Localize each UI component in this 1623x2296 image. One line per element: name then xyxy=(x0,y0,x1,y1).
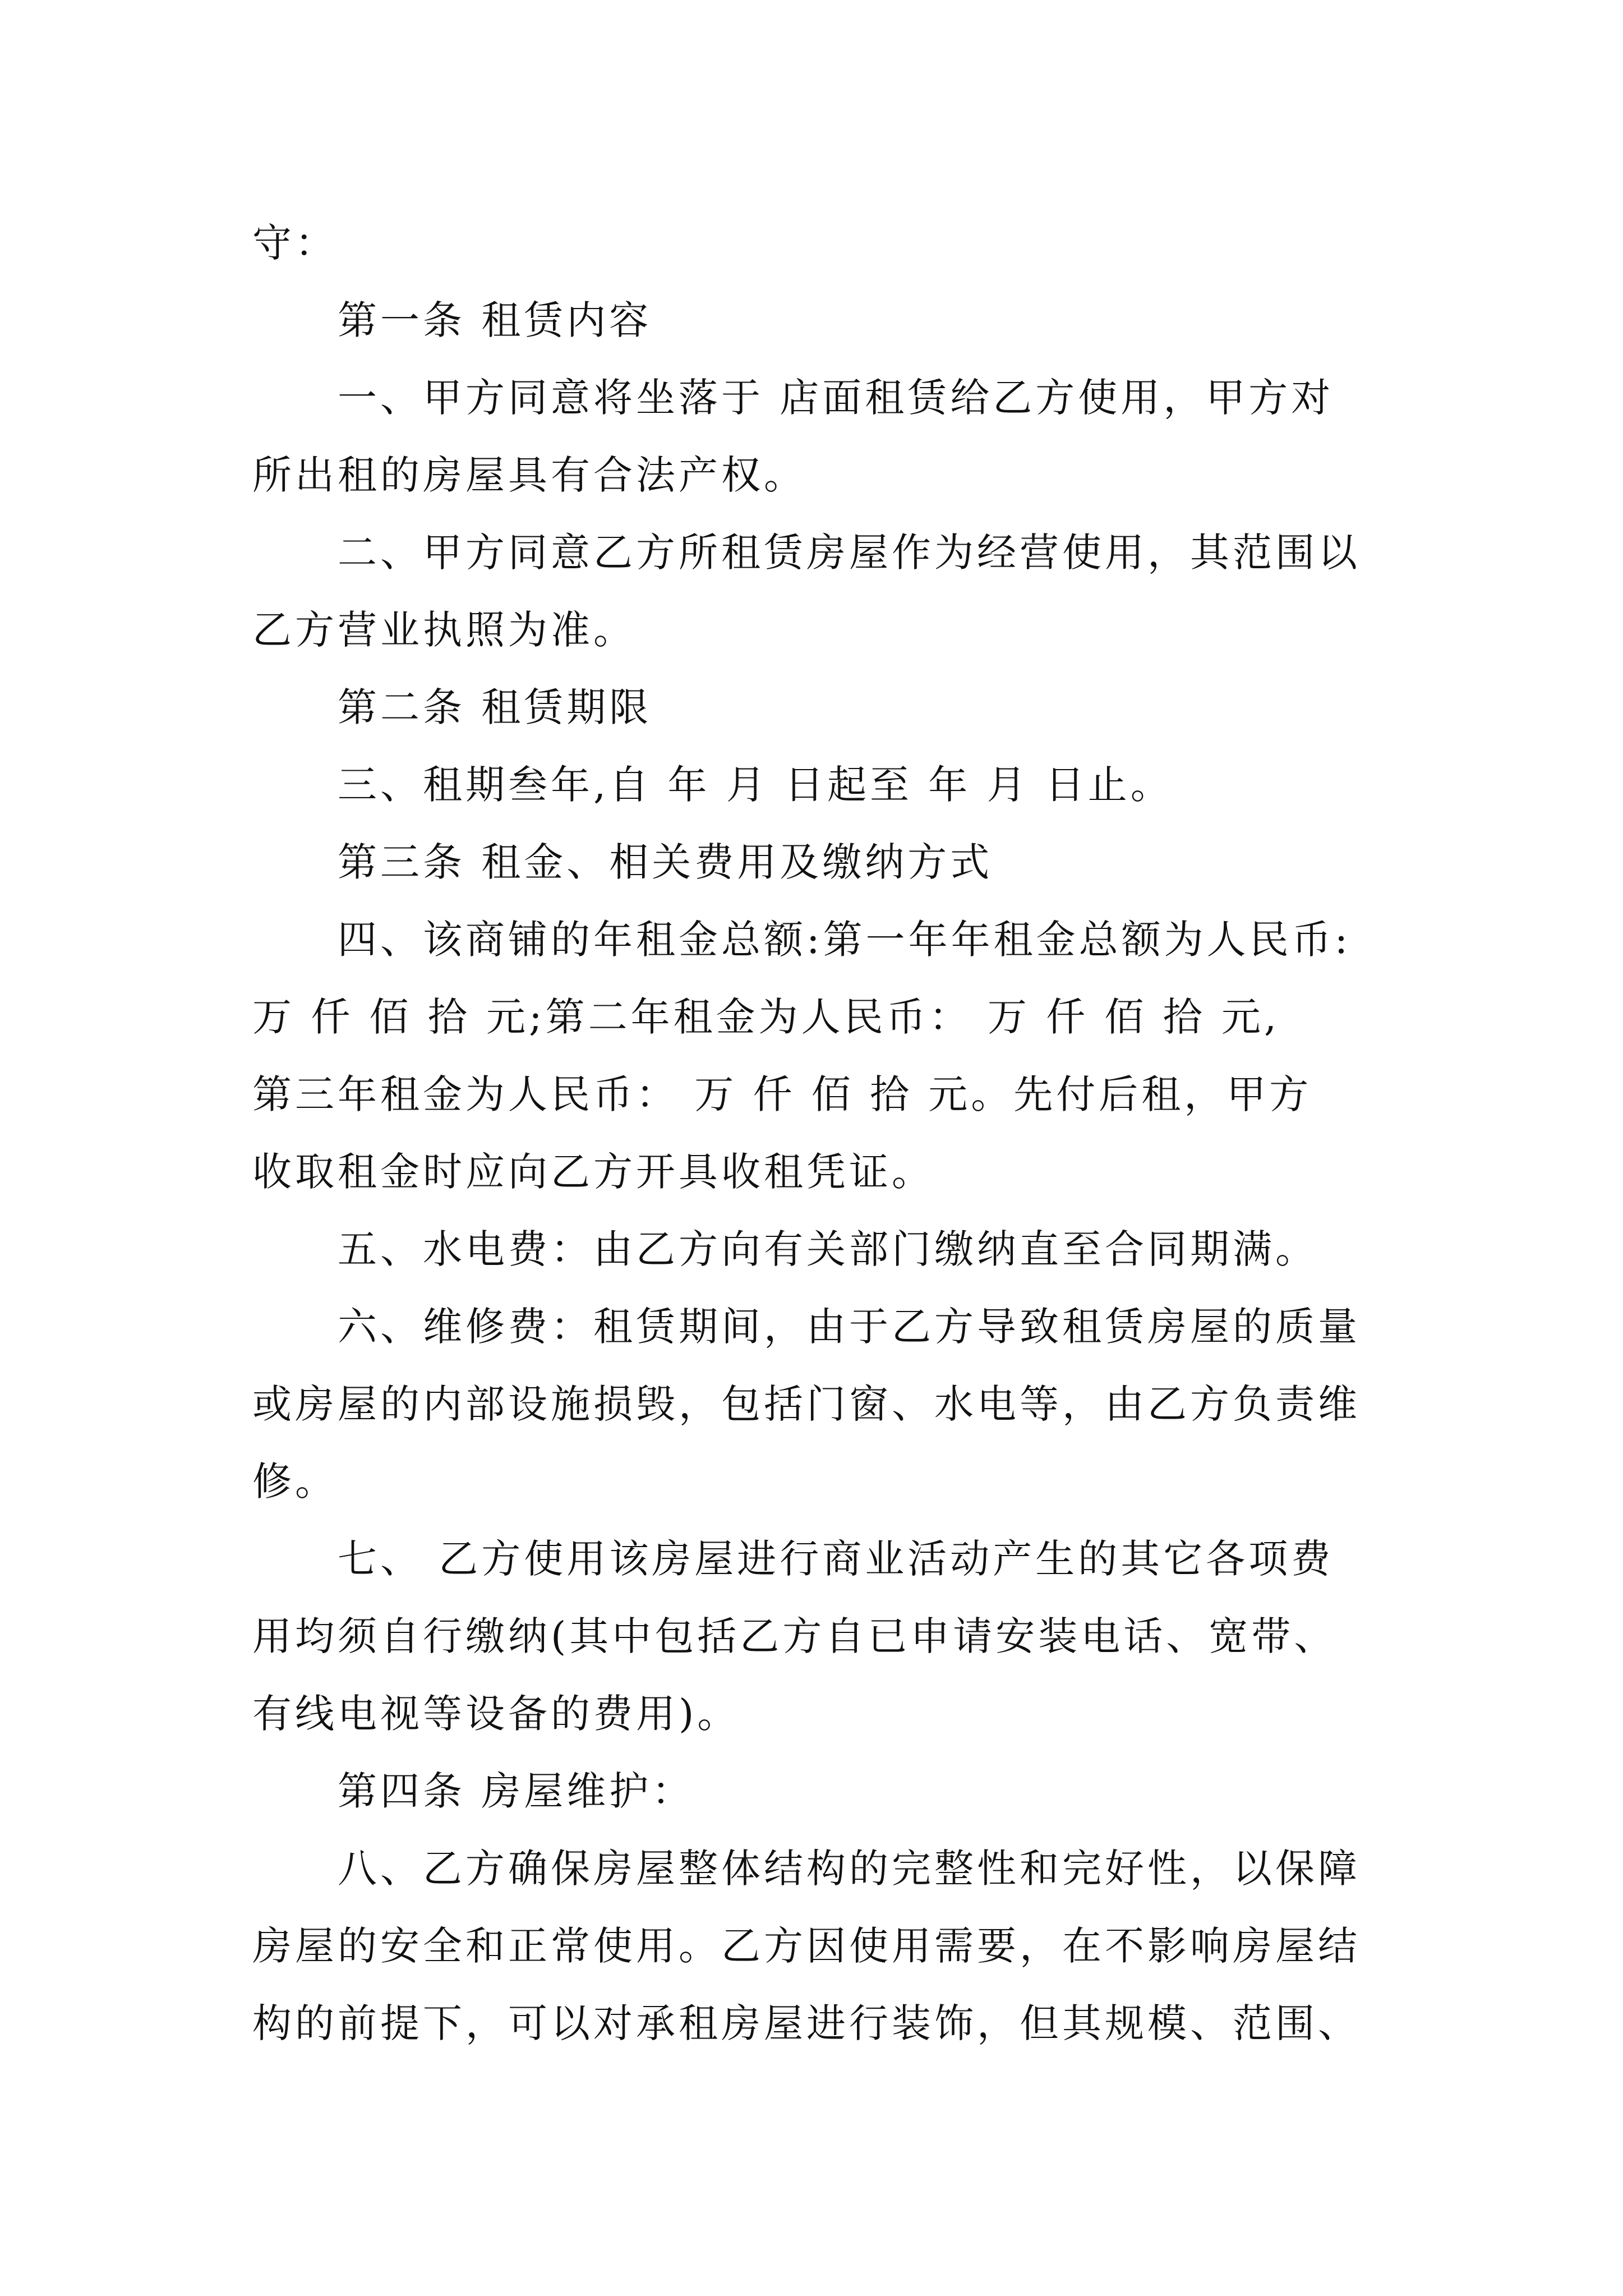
paragraph-line: 万 仟 佰 拾 元;第二年租金为人民币： 万 仟 佰 拾 元, xyxy=(252,994,1280,1040)
paragraph-line: 房屋的安全和正常使用。乙方因使用需要，在不影响房屋结 xyxy=(252,1923,1361,1969)
paragraph-line: 有线电视等设备的费用)。 xyxy=(252,1691,740,1737)
paragraph-line: 乙方营业执照为准。 xyxy=(252,607,636,653)
paragraph-line: 八、乙方确保房屋整体结构的完整性和完好性，以保障 xyxy=(338,1846,1361,1892)
section-heading: 第一条 租赁内容 xyxy=(338,297,652,343)
section-heading: 第四条 房屋维护： xyxy=(338,1768,695,1814)
paragraph-line: 修。 xyxy=(252,1458,338,1504)
paragraph-line: 七、 乙方使用该房屋进行商业活动产生的其它各项费 xyxy=(338,1536,1334,1582)
paragraph-line: 四、该商铺的年租金总额:第一年年租金总额为人民币: xyxy=(338,917,1352,963)
paragraph-line: 第三年租金为人民币： 万 仟 佰 拾 元。先付后租，甲方 xyxy=(252,1071,1312,1117)
paragraph-line: 或房屋的内部设施损毁，包括门窗、水电等，由乙方负责维 xyxy=(252,1381,1361,1427)
paragraph-line: 六、维修费：租赁期间，由于乙方导致租赁房屋的质量 xyxy=(338,1304,1361,1350)
paragraph-line: 三、租期叁年,自 年 月 日起至 年 月 日止。 xyxy=(338,762,1173,808)
text-line: 守： xyxy=(252,220,338,266)
paragraph-line: 二、甲方同意乙方所租赁房屋作为经营使用，其范围以 xyxy=(338,530,1361,576)
paragraph-line: 收取租金时应向乙方开具收租凭证。 xyxy=(252,1149,934,1195)
paragraph-line: 所出租的房屋具有合法产权。 xyxy=(252,452,806,498)
section-heading: 第三条 租金、相关费用及缴纳方式 xyxy=(338,839,993,885)
paragraph-line: 一、甲方同意将坐落于 店面租赁给乙方使用，甲方对 xyxy=(338,375,1334,421)
section-heading: 第二条 租赁期限 xyxy=(338,684,652,730)
paragraph-line: 用均须自行缴纳(其中包括乙方自已申请安装电话、宽带、 xyxy=(252,1613,1337,1659)
paragraph-line: 构的前提下，可以对承租房屋进行装饰，但其规模、范围、 xyxy=(252,2000,1361,2046)
paragraph-line: 五、水电费：由乙方向有关部门缴纳直至合同期满。 xyxy=(338,1226,1318,1272)
